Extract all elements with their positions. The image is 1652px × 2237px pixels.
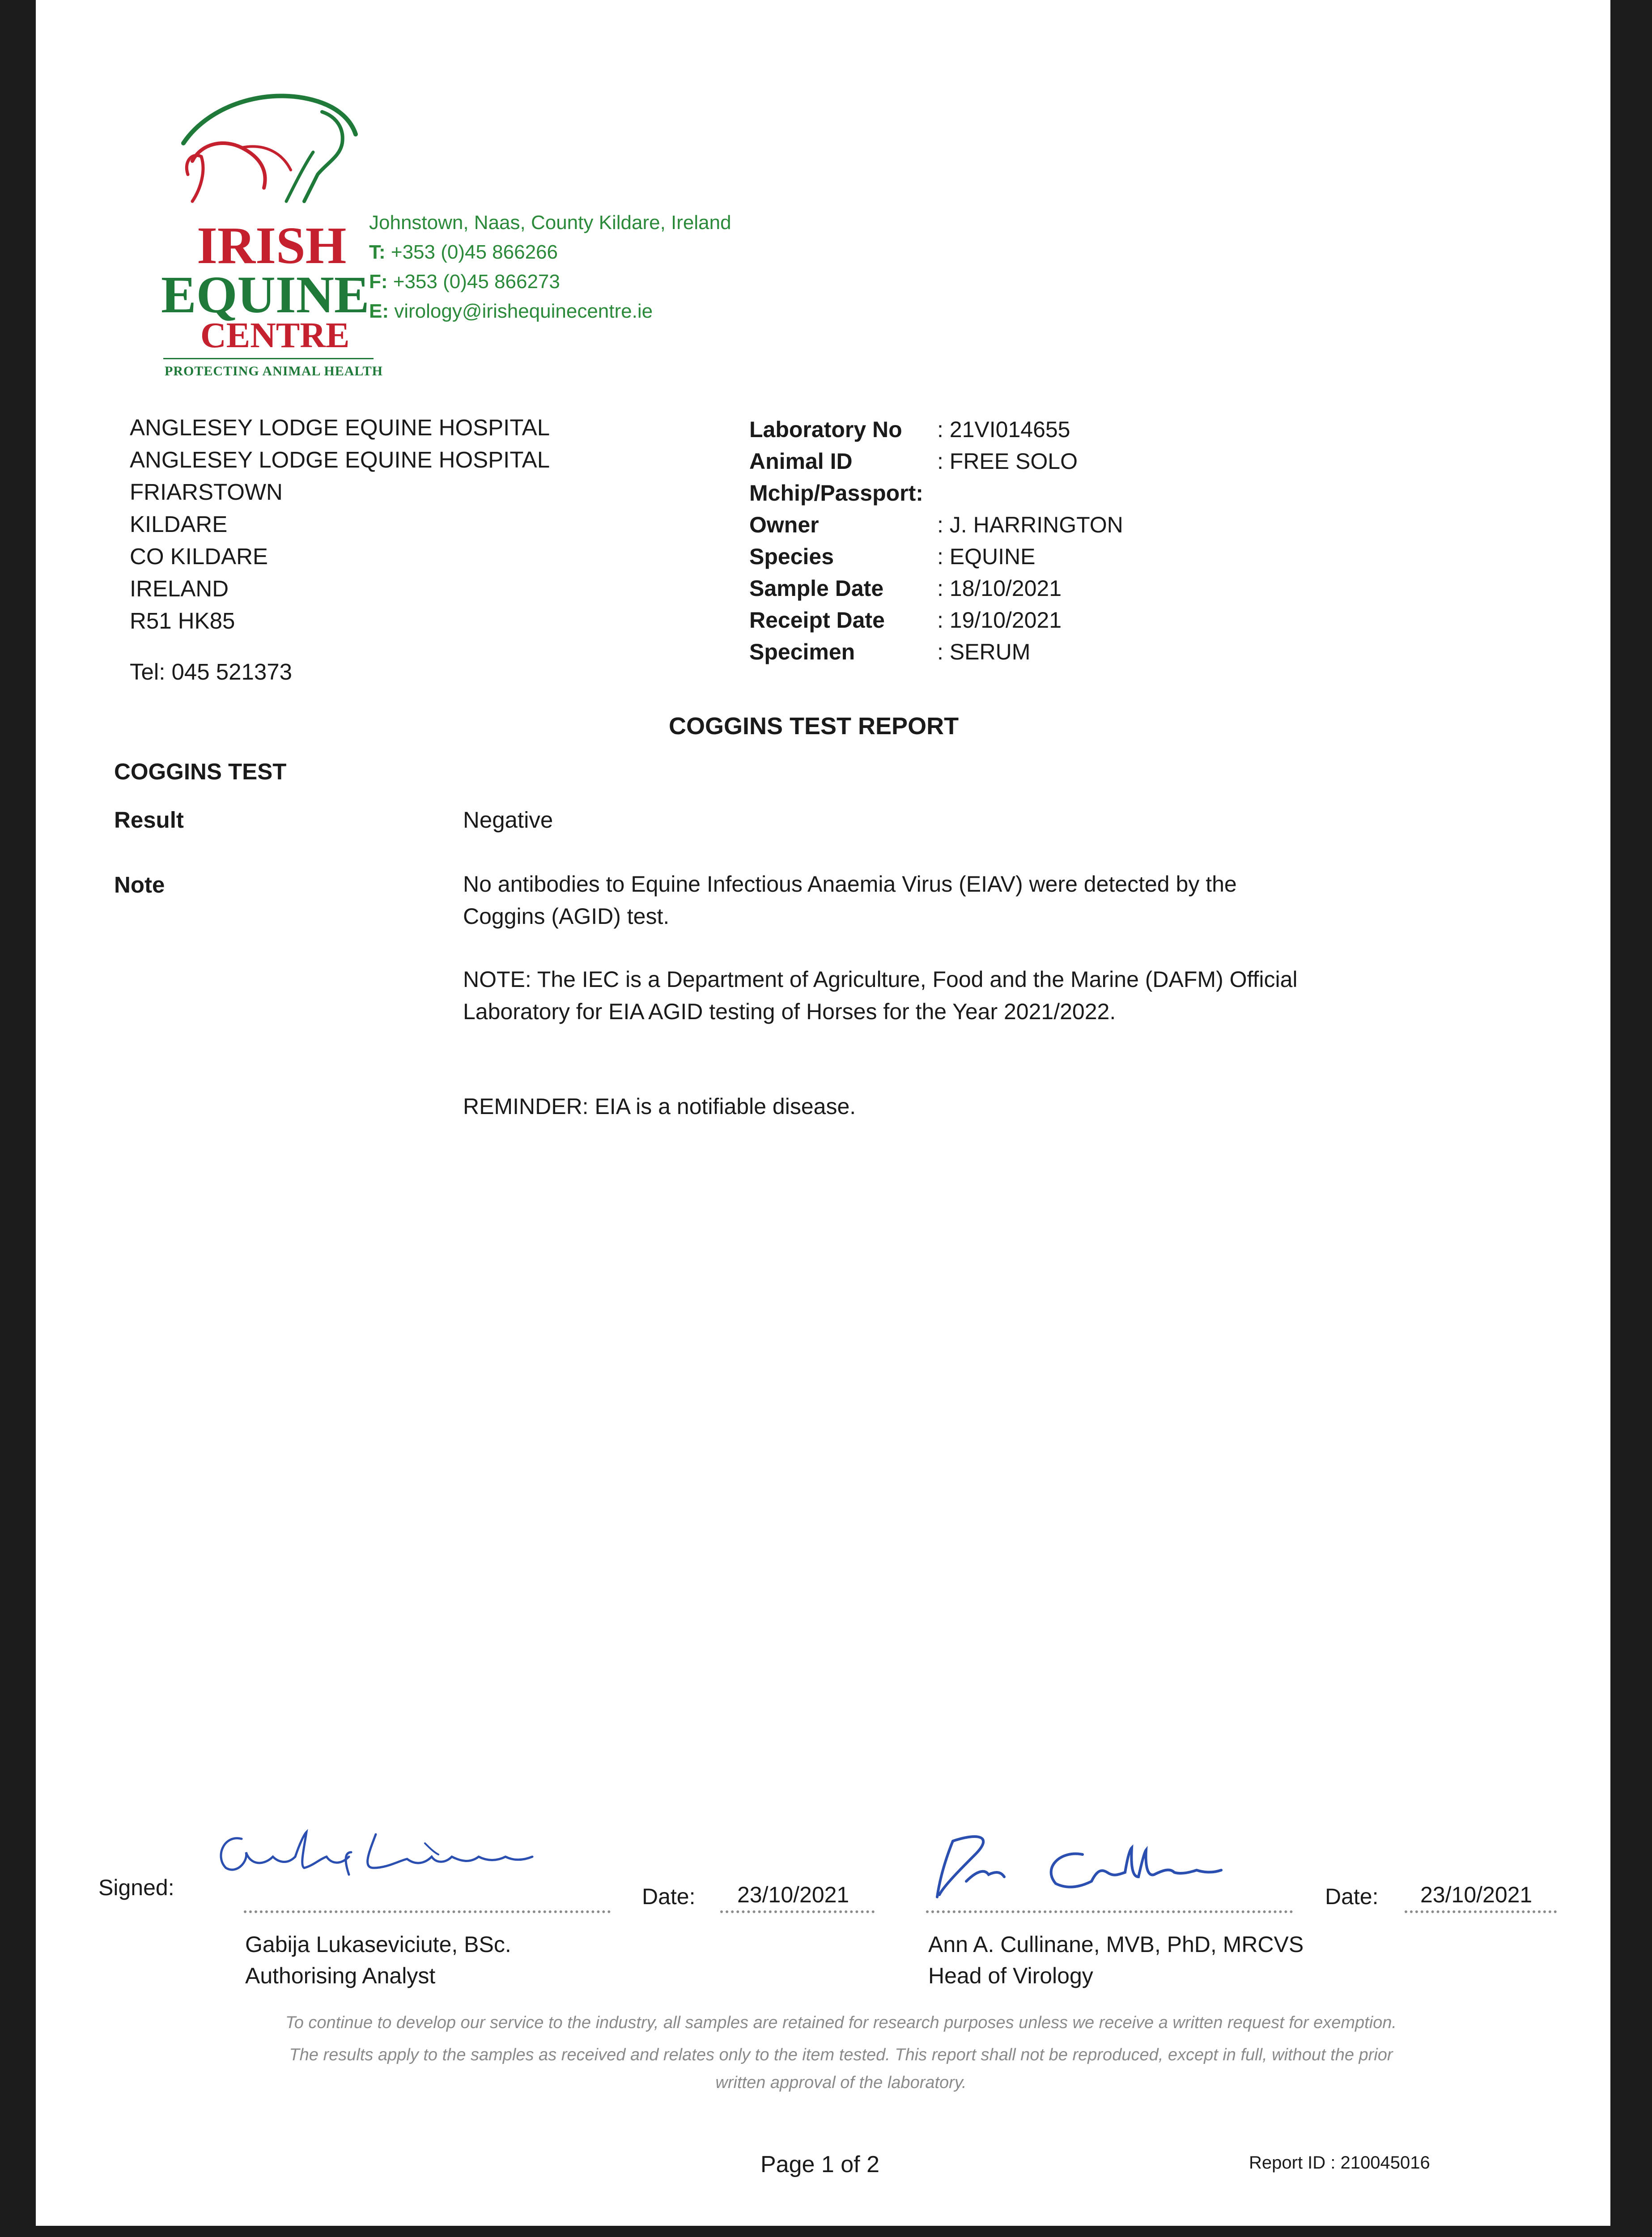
recipient-tel: Tel: 045 521373 [130,659,292,685]
note-text-dafm: NOTE: The IEC is a Department of Agriculture, Food and the Marine (DAFM) Official Laboratory for EIA AGID testing of Horses for the Year 2021/2022. [463,967,1298,1024]
report-id: Report ID : 210045016 [1249,2153,1430,2173]
date-line-right [1405,1910,1557,1913]
address-line: ANGLESEY LODGE EQUINE HOSPITAL [130,447,550,472]
address-line: KILDARE [130,511,228,537]
footer-disclaimer [183,2009,1499,2097]
detail-value: : 18/10/2021 [937,576,1062,601]
footer-line: To continue to develop our service to the industry, all samples are retained for research purposes unless we receive a written request for exemption. [285,2013,1397,2032]
contact-fax-row [369,267,731,297]
date-label-right: Date: [1325,1884,1379,1909]
logo-word-irish: IRISH [197,216,347,275]
address-line: ANGLESEY LODGE EQUINE HOSPITAL [130,415,550,440]
signature-line-right [926,1910,1293,1913]
footer-line: written approval of the laboratory. [715,2073,967,2092]
logo-word-centre: CENTRE [200,316,350,355]
contact-fax: +353 (0)45 866273 [393,271,560,293]
detail-label: Receipt Date [749,608,885,633]
detail-value: : 21VI014655 [937,417,1070,442]
detail-value: : J. HARRINGTON [937,512,1123,537]
date-label-left: Date: [642,1884,696,1909]
detail-row-specimen [749,636,1123,668]
note-text-antibodies: No antibodies to Equine Infectious Anaemia Virus (EIAV) were detected by the Coggins (AGID) test. [463,872,1237,929]
detail-value: : FREE SOLO [937,449,1078,474]
signed-label: Signed: [98,1875,174,1900]
result-label: Result [114,807,184,833]
signatory-role-left: Authorising Analyst [245,1963,436,1988]
detail-row-owner [749,509,1123,541]
result-value: Negative [463,807,553,833]
horse-logo-icon [174,85,362,215]
address-line: R51 HK85 [130,608,235,634]
logo-word-equine: EQUINE [161,265,369,324]
date-value-right: 23/10/2021 [1420,1882,1533,1907]
signature-cullinane-icon [926,1823,1248,1904]
detail-value: : 19/10/2021 [937,608,1062,633]
section-heading: COGGINS TEST [114,759,287,784]
detail-row-species [749,541,1123,573]
detail-label: Species [749,544,834,569]
signatory-name-right: Ann A. Cullinane, MVB, PhD, MRCVS [928,1932,1304,1957]
contact-email-row [369,297,731,326]
recipient-address [130,412,550,688]
phone-label: T: [369,241,386,263]
page-number: Page 1 of 2 [760,2152,879,2177]
signatory-name-left: Gabija Lukaseviciute, BSc. [245,1932,511,1957]
signature-left [210,1825,546,1879]
report-page [36,0,1610,2226]
contact-address: Johnstown, Naas, County Kildare, Ireland [369,212,731,234]
note-label: Note [114,872,165,897]
detail-row-sample-date [749,573,1123,604]
signature-line-left [244,1910,611,1913]
logo-divider [163,358,374,359]
footer-line: The results apply to the samples as received and relates only to the item tested. This report shall not be reproduced, except in full, without the prior [289,2046,1393,2064]
contact-phone: +353 (0)45 866266 [391,241,558,263]
detail-label: Laboratory No [749,417,902,442]
signature-right [926,1823,1248,1904]
detail-label: Mchip/Passport: [749,481,923,506]
address-line: IRELAND [130,576,229,601]
address-line: CO KILDARE [130,544,268,569]
date-value-left: 23/10/2021 [737,1882,849,1907]
contact-block [369,208,731,326]
contact-email: virology@irishequinecentre.ie [394,300,653,322]
note-text-reminder: REMINDER: EIA is a notifiable disease. [463,1094,856,1119]
iec-logo [121,85,389,389]
detail-label: Sample Date [749,576,884,601]
date-line-left [720,1910,875,1913]
detail-label: Specimen [749,639,855,664]
detail-label: Animal ID [749,449,853,474]
detail-value: : EQUINE [937,544,1036,569]
sample-details [749,414,1123,668]
detail-label: Owner [749,512,819,537]
detail-value: : SERUM [937,639,1031,664]
report-title: COGGINS TEST REPORT [669,713,959,740]
email-label: E: [369,300,389,322]
signature-gabija-icon [210,1825,546,1879]
detail-row-animal-id [749,446,1123,477]
detail-row-lab-no [749,414,1123,446]
address-line: FRIARSTOWN [130,479,283,505]
detail-row-receipt-date [749,604,1123,636]
contact-phone-row [369,238,731,267]
fax-label: F: [369,271,388,293]
logo-tagline: PROTECTING ANIMAL HEALTH [165,364,383,379]
signatory-role-right: Head of Virology [928,1963,1093,1988]
detail-row-mchip [749,477,1123,509]
